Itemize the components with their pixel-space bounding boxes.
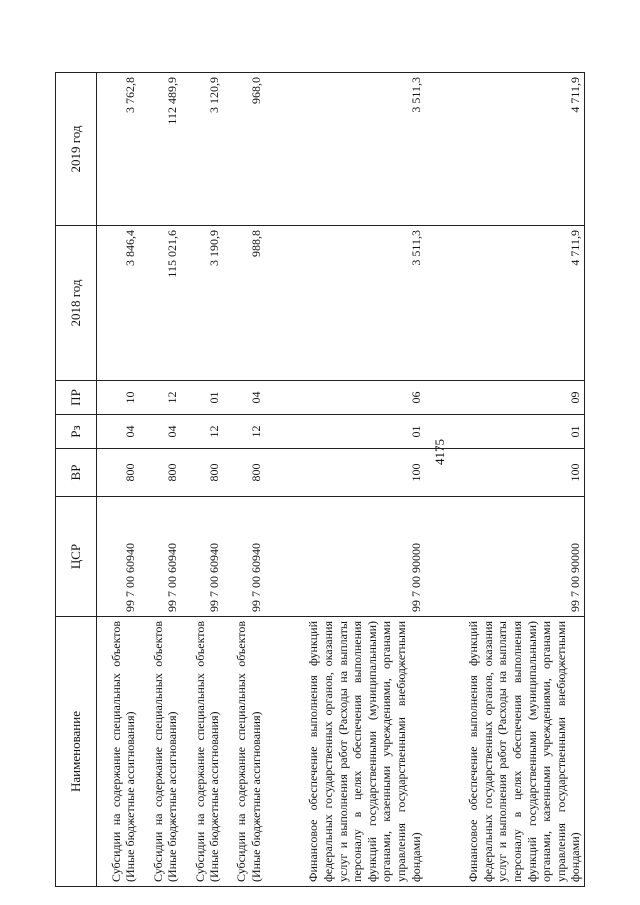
- row-name: Финансовое обеспечение выполнения функций федеральных государственных органов, оказания услуг и выполнения работ (Расходы на выплаты персоналу в целях обеспечения выполнения функций государственными (муниципальными) органами, казенными учреждениями, органами управления государственными внебюджетными фондами): [424, 617, 584, 887]
- row-pr: 01: [181, 381, 223, 415]
- row-2019: 3 511,3: [265, 73, 425, 226]
- row-vr: 100: [265, 449, 425, 497]
- row-rz: 01: [265, 415, 425, 449]
- row-name: Субсидии на содержание специальных объектов (Иные бюджетные ассигнования): [97, 617, 140, 887]
- row-2018: 3 846,4: [97, 226, 140, 381]
- header-name: Наименование: [56, 617, 97, 887]
- row-2018: 4 711,9: [424, 226, 584, 381]
- table-row: [424, 73, 584, 887]
- row-vr: 800: [223, 449, 265, 497]
- header-vr: ВР: [56, 449, 97, 497]
- row-vr: 800: [97, 449, 140, 497]
- row-rz: 12: [223, 415, 265, 449]
- page-number: 4175: [432, 439, 447, 465]
- table-row: [139, 73, 181, 887]
- row-name: Субсидии на содержание специальных объектов (Иные бюджетные ассигнования): [181, 617, 223, 887]
- table-row: [181, 73, 223, 887]
- row-csr: 99 7 00 60940: [223, 497, 265, 617]
- header-pr: ПР: [56, 381, 97, 415]
- row-vr: 800: [139, 449, 181, 497]
- row-rz: 04: [97, 415, 140, 449]
- row-2019: 112 489,9: [139, 73, 181, 226]
- header-2019: 2019 год: [56, 73, 97, 226]
- row-csr: 99 7 00 90000: [424, 497, 584, 617]
- header-2018: 2018 год: [56, 226, 97, 381]
- row-pr: 09: [424, 381, 584, 415]
- row-name: Финансовое обеспечение выполнения функций федеральных государственных органов, оказания услуг и выполнения работ (Расходы на выплаты персоналу в целях обеспечения выполнения функций государственными (муниципальными) органами, казенными учреждениями, органами управления государственными внебюджетными фондами): [265, 617, 425, 887]
- row-2018: 988,8: [223, 226, 265, 381]
- table-header-row: [56, 73, 97, 887]
- table-row: [265, 73, 425, 887]
- row-pr: 04: [223, 381, 265, 415]
- row-2019: 968,0: [223, 73, 265, 226]
- row-vr: 800: [181, 449, 223, 497]
- row-rz: 01: [424, 415, 584, 449]
- row-rz: 04: [139, 415, 181, 449]
- row-rz: 12: [181, 415, 223, 449]
- row-csr: 99 7 00 60940: [97, 497, 140, 617]
- row-2019: 3 120,9: [181, 73, 223, 226]
- row-2018: 3 511,3: [265, 226, 425, 381]
- row-name: Субсидии на содержание специальных объектов (Иные бюджетные ассигнования): [223, 617, 265, 887]
- row-csr: 99 7 00 60940: [139, 497, 181, 617]
- budget-table: [55, 72, 585, 887]
- header-csr: ЦСР: [56, 497, 97, 617]
- rotated-table-frame: [55, 73, 585, 887]
- row-pr: 10: [97, 381, 140, 415]
- header-rz: Рз: [56, 415, 97, 449]
- row-2018: 115 021,6: [139, 226, 181, 381]
- row-csr: 99 7 00 90000: [265, 497, 425, 617]
- table-row: [97, 73, 140, 887]
- row-2019: 4 711,9: [424, 73, 584, 226]
- row-csr: 99 7 00 60940: [181, 497, 223, 617]
- row-2018: 3 190,9: [181, 226, 223, 381]
- row-name: Субсидии на содержание специальных объектов (Иные бюджетные ассигнования): [139, 617, 181, 887]
- table-row: [223, 73, 265, 887]
- row-pr: 12: [139, 381, 181, 415]
- row-vr: 100: [424, 449, 584, 497]
- row-2019: 3 762,8: [97, 73, 140, 226]
- row-pr: 06: [265, 381, 425, 415]
